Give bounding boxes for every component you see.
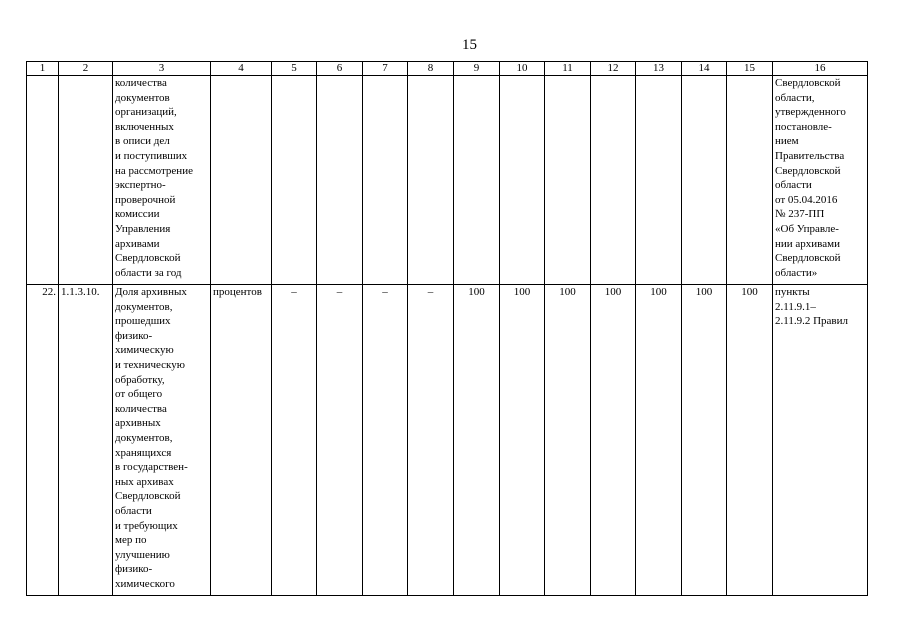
text-line: химического <box>115 577 175 590</box>
header-cell: 8 <box>408 62 454 76</box>
indicator-name-cell <box>113 285 211 596</box>
text-line: количества <box>115 402 167 415</box>
value-cell: – <box>272 285 317 596</box>
value-cell <box>363 76 408 285</box>
header-cell: 1 <box>27 62 59 76</box>
text-line: химическую <box>115 344 174 357</box>
value-cell <box>408 76 454 285</box>
value-cell: 100 <box>636 285 682 596</box>
value-cell: 100 <box>454 285 500 596</box>
value-cell: 100 <box>500 285 545 596</box>
text-line: и поступивших <box>115 149 188 162</box>
text-line: утвержденного <box>775 106 846 119</box>
text-line: обработку, <box>115 373 165 386</box>
value-cell <box>500 76 545 285</box>
text-line: нием <box>775 135 799 148</box>
text-line: от общего <box>115 388 163 401</box>
text-line: количества <box>115 77 167 89</box>
text-line: и требующих <box>115 519 178 532</box>
text-line: Свердловской <box>775 77 841 89</box>
text-line: области, <box>775 91 815 104</box>
text-line: «Об Управле- <box>775 222 839 235</box>
text-line: хранящихся <box>115 446 172 459</box>
text-line: документов, <box>115 431 173 444</box>
value-cell <box>454 76 500 285</box>
header-cell: 14 <box>682 62 727 76</box>
text-line: области за год <box>115 266 182 279</box>
text-line: в описи дел <box>115 135 170 148</box>
code-cell: 1.1.3.10. <box>59 285 113 596</box>
value-cell <box>591 76 636 285</box>
text-line: в государствен- <box>115 461 188 474</box>
header-cell: 12 <box>591 62 636 76</box>
text-line: на рассмотрение <box>115 164 193 177</box>
value-cell <box>636 76 682 285</box>
header-row <box>27 62 868 76</box>
row-number-cell: 22. <box>27 285 59 596</box>
value-cell: 100 <box>545 285 591 596</box>
source-cell <box>773 76 868 285</box>
indicator-name-cell <box>113 76 211 285</box>
header-cell: 2 <box>59 62 113 76</box>
text-line: включенных <box>115 120 174 133</box>
page-number: 15 <box>462 37 477 53</box>
text-line: пункты <box>775 286 810 298</box>
indicators-table <box>26 61 868 596</box>
text-line: организаций, <box>115 106 177 119</box>
header-cell: 16 <box>773 62 868 76</box>
code-cell <box>59 76 113 285</box>
text-line: Правительства <box>775 149 845 162</box>
header-cell: 10 <box>500 62 545 76</box>
text-line: от 05.04.2016 <box>775 193 838 206</box>
value-cell <box>682 76 727 285</box>
header-cell: 9 <box>454 62 500 76</box>
text-line: области» <box>775 266 818 279</box>
value-cell <box>317 76 363 285</box>
text-line: улучшению <box>115 548 170 561</box>
header-cell: 3 <box>113 62 211 76</box>
text-line: физико- <box>115 329 153 342</box>
text-line: 2.11.9.2 Правил <box>775 315 848 328</box>
text-line: прошедших <box>115 315 171 328</box>
text-line: Свердловской <box>115 252 181 265</box>
text-line: Свердловской <box>775 252 841 265</box>
table-row <box>27 76 868 285</box>
text-line: архивных <box>115 417 161 430</box>
text-line: Свердловской <box>115 490 181 503</box>
text-line: Управления <box>115 222 171 235</box>
value-cell: 100 <box>682 285 727 596</box>
text-line: Доля архивных <box>115 286 187 298</box>
header-cell: 11 <box>545 62 591 76</box>
value-cell: 100 <box>727 285 773 596</box>
value-cell <box>272 76 317 285</box>
text-line: и техническую <box>115 358 185 371</box>
text-line: ных архивах <box>115 475 174 488</box>
value-cell: 100 <box>591 285 636 596</box>
text-line: постановле- <box>775 120 832 133</box>
header-cell: 13 <box>636 62 682 76</box>
text-line: архивами <box>115 237 160 250</box>
unit-cell <box>211 76 272 285</box>
header-cell: 5 <box>272 62 317 76</box>
source-cell <box>773 285 868 596</box>
header-cell: 6 <box>317 62 363 76</box>
text-line: документов, <box>115 300 173 313</box>
text-line: № 237-ПП <box>775 208 825 221</box>
text-line: области <box>775 179 812 192</box>
text-line: документов <box>115 91 170 104</box>
text-line: 2.11.9.1– <box>775 300 816 313</box>
text-line: мер по <box>115 534 147 547</box>
text-line: комиссии <box>115 208 160 221</box>
text-line: Свердловской <box>775 164 841 177</box>
value-cell: – <box>317 285 363 596</box>
value-cell <box>727 76 773 285</box>
table-row <box>27 285 868 596</box>
text-line: экспертно- <box>115 179 166 192</box>
row-number-cell <box>27 76 59 285</box>
value-cell: – <box>408 285 454 596</box>
text-line: физико- <box>115 563 153 576</box>
value-cell <box>545 76 591 285</box>
header-cell: 7 <box>363 62 408 76</box>
text-line: области <box>115 504 152 517</box>
text-line: проверочной <box>115 193 176 206</box>
header-cell: 4 <box>211 62 272 76</box>
value-cell: – <box>363 285 408 596</box>
header-cell: 15 <box>727 62 773 76</box>
unit-cell: процентов <box>211 285 272 596</box>
text-line: нии архивами <box>775 237 840 250</box>
